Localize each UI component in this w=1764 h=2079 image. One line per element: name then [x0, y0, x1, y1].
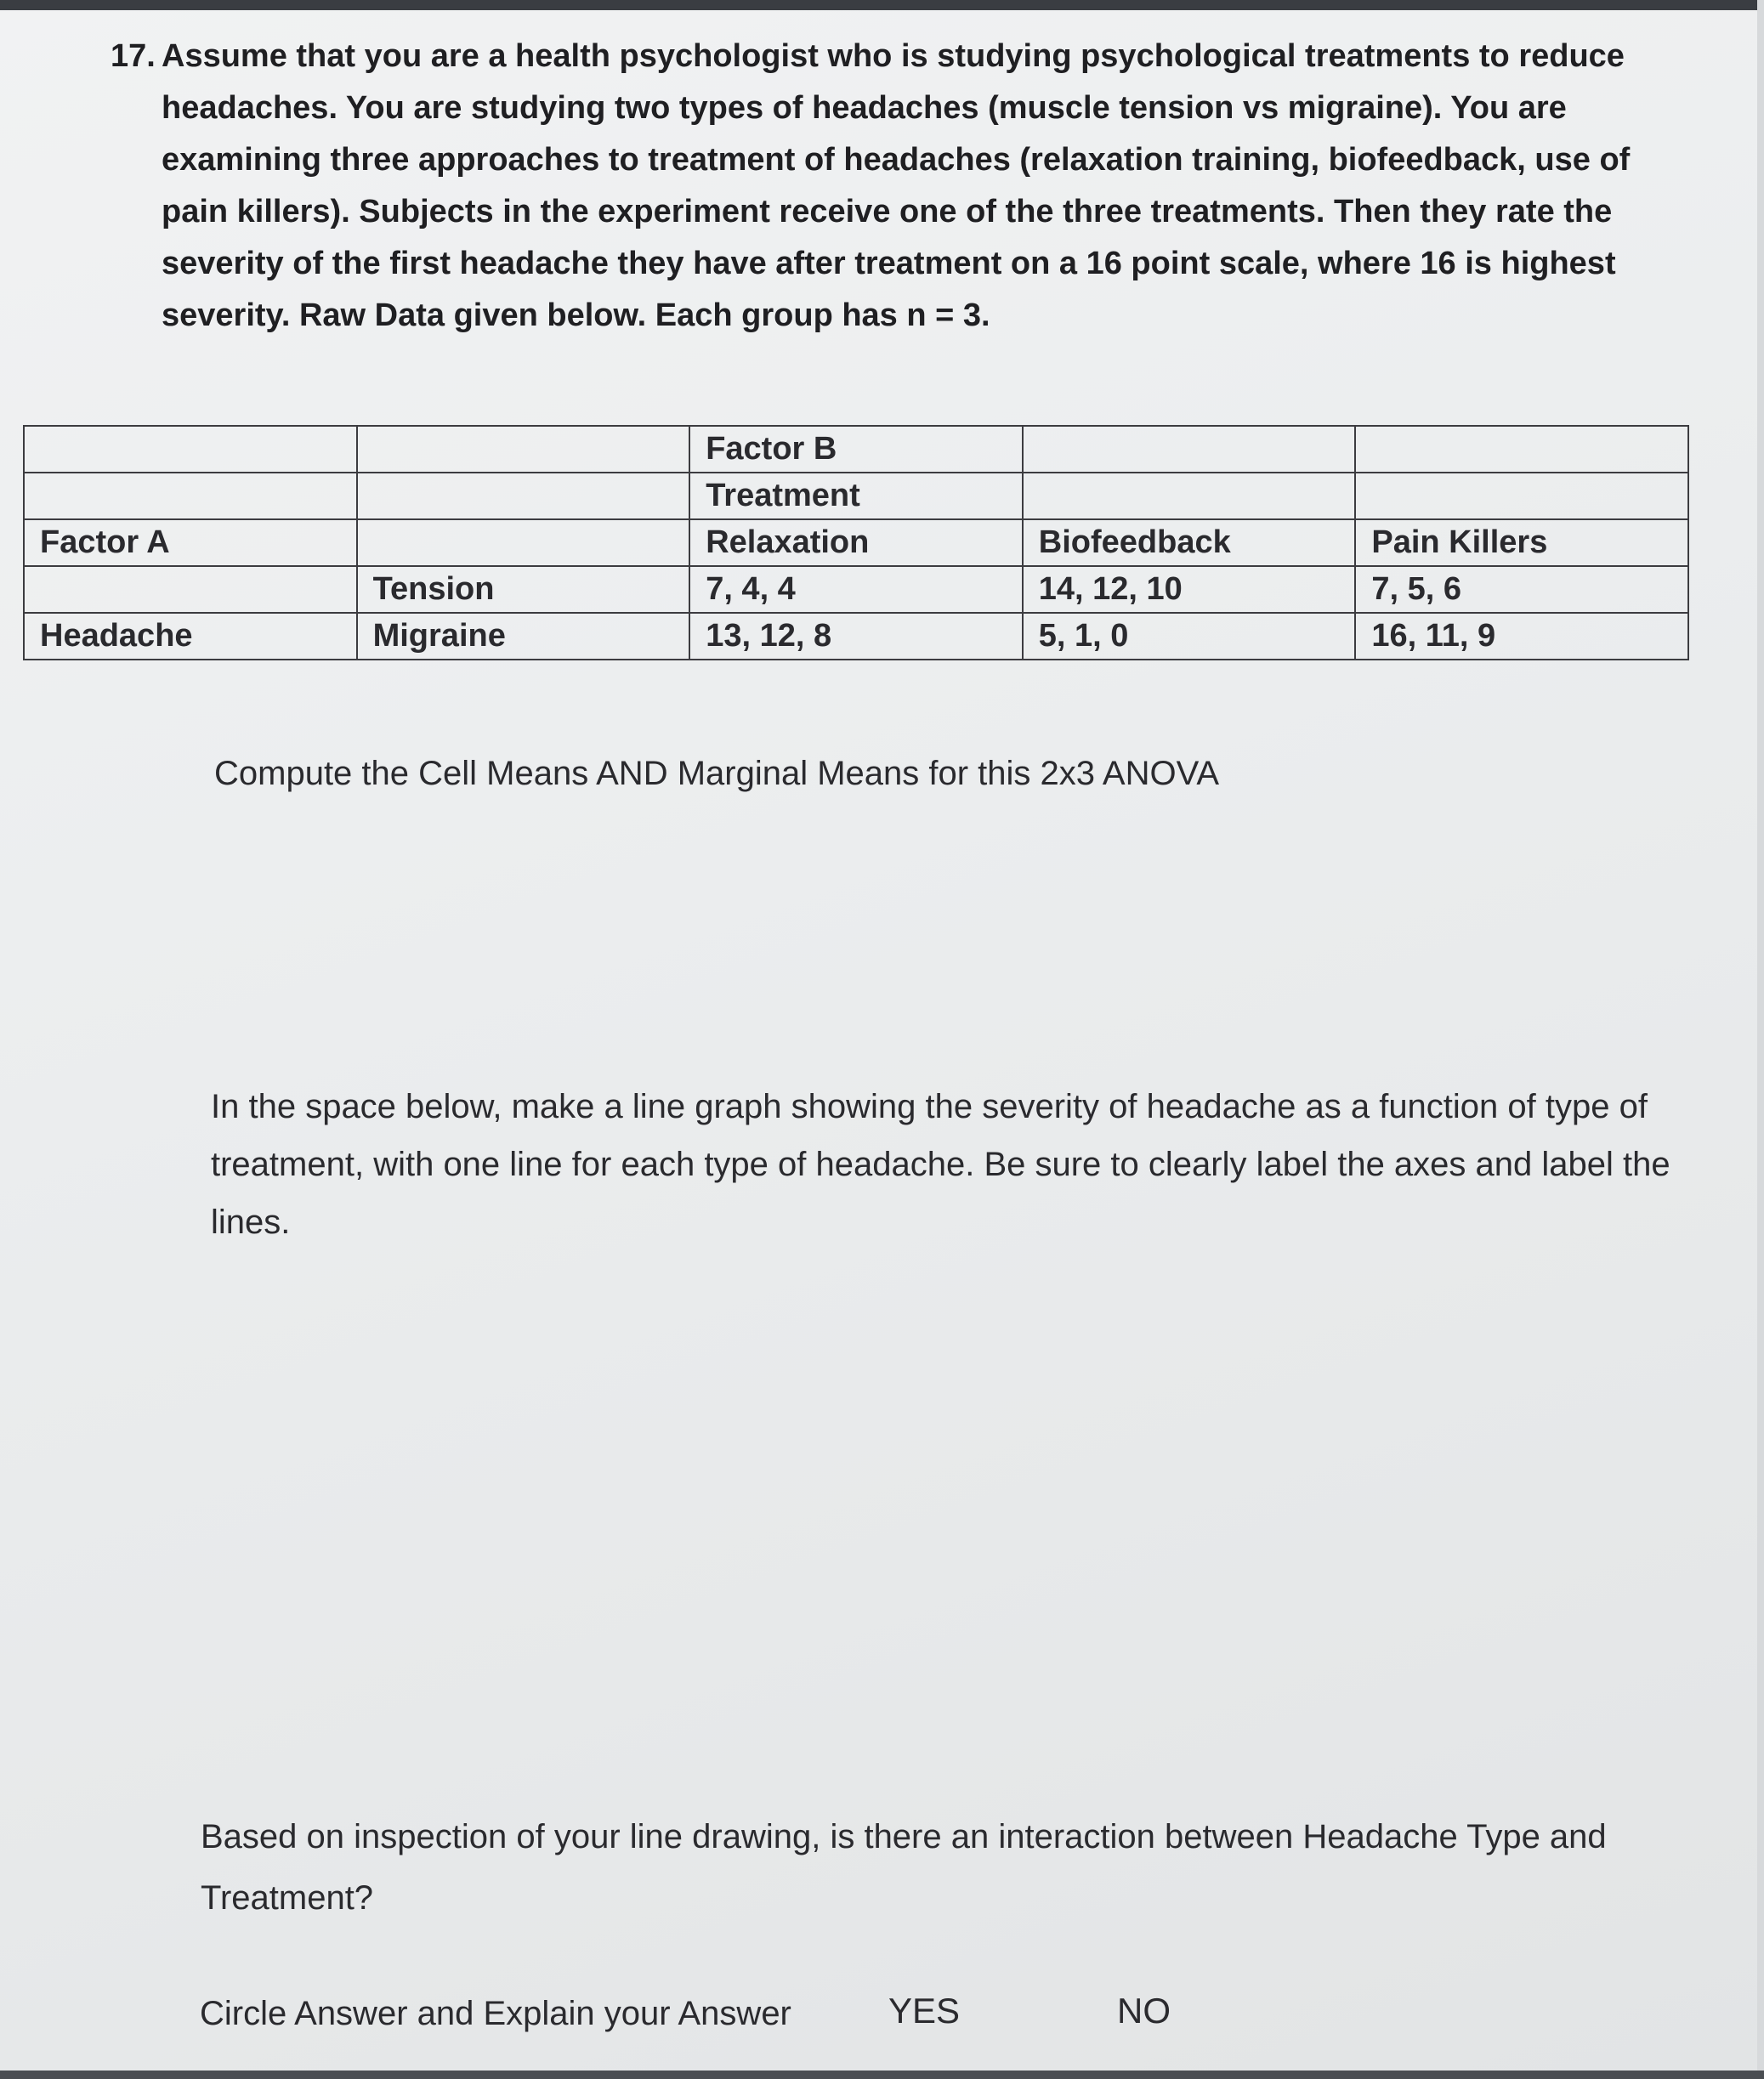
table-cell: [1355, 473, 1688, 519]
table-cell: [24, 426, 357, 473]
question-number: 17.: [111, 38, 156, 74]
table-header-biofeedback: Biofeedback: [1023, 519, 1356, 566]
table-header-relaxation: Relaxation: [689, 519, 1023, 566]
table-cell: [357, 519, 690, 566]
table-cell-value: 7, 4, 4: [689, 566, 1023, 613]
table-row: [24, 566, 1688, 613]
table-row: [24, 519, 1688, 566]
table-cell: [24, 566, 357, 613]
table-row: [24, 426, 1688, 473]
line-graph-prompt: In the space below, make a line graph showing the severity of headache as a function of type of treatment, with one line for each type of headache. Be sure to clearly label the axes and label the lines.: [211, 1088, 1670, 1241]
answer-no-option[interactable]: NO: [1117, 1991, 1171, 2031]
table-cell-value: 13, 12, 8: [689, 613, 1023, 660]
table-cell-value: 7, 5, 6: [1355, 566, 1688, 613]
photo-top-edge: [0, 0, 1764, 10]
table-row-label-migraine: Migraine: [357, 613, 690, 660]
table-cell-factor-a: Factor A: [24, 519, 357, 566]
table-cell-factor-b: Factor B: [689, 426, 1023, 473]
photo-right-edge: [1757, 0, 1764, 2079]
raw-data-table: [23, 425, 1689, 660]
answer-yes-option[interactable]: YES: [888, 1991, 961, 2031]
table-row: [24, 613, 1688, 660]
table-cell: [1355, 426, 1688, 473]
interaction-prompt: Based on inspection of your line drawing, is there an interaction between Headache Type and Treatment?: [201, 1818, 1607, 1917]
cell-means-prompt: Compute the Cell Means AND Marginal Means for this 2x3 ANOVA: [214, 755, 1219, 792]
table-row: [24, 473, 1688, 519]
table-cell-value: 16, 11, 9: [1355, 613, 1688, 660]
table-cell: [357, 426, 690, 473]
table-cell: [1023, 473, 1356, 519]
table-cell: [357, 473, 690, 519]
question-block: [111, 31, 1700, 342]
table-header-pain-killers: Pain Killers: [1355, 519, 1688, 566]
question-text: Assume that you are a health psychologist who is studying psychological treatments to reduce headaches. You are studying two types of headaches (muscle tension vs migraine). You are examining three approaches to treatment of headaches (relaxation training, biofeedback, use of pain killers). Subjects in the experiment receive one of the three treatments. Then they rate the severity of the first headache they have after treatment on a 16 point scale, where 16 is highest severity. Raw Data given below. Each group has n = 3.: [162, 38, 1631, 333]
table-cell-headache: Headache: [24, 613, 357, 660]
photo-bottom-edge: [0, 2071, 1764, 2079]
table-cell-value: 14, 12, 10: [1023, 566, 1356, 613]
table-cell: [1023, 426, 1356, 473]
table-row-label-tension: Tension: [357, 566, 690, 613]
circle-answer-prompt: Circle Answer and Explain your Answer: [200, 1995, 791, 2032]
table-cell-value: 5, 1, 0: [1023, 613, 1356, 660]
table-cell-treatment: Treatment: [689, 473, 1023, 519]
table-cell: [24, 473, 357, 519]
